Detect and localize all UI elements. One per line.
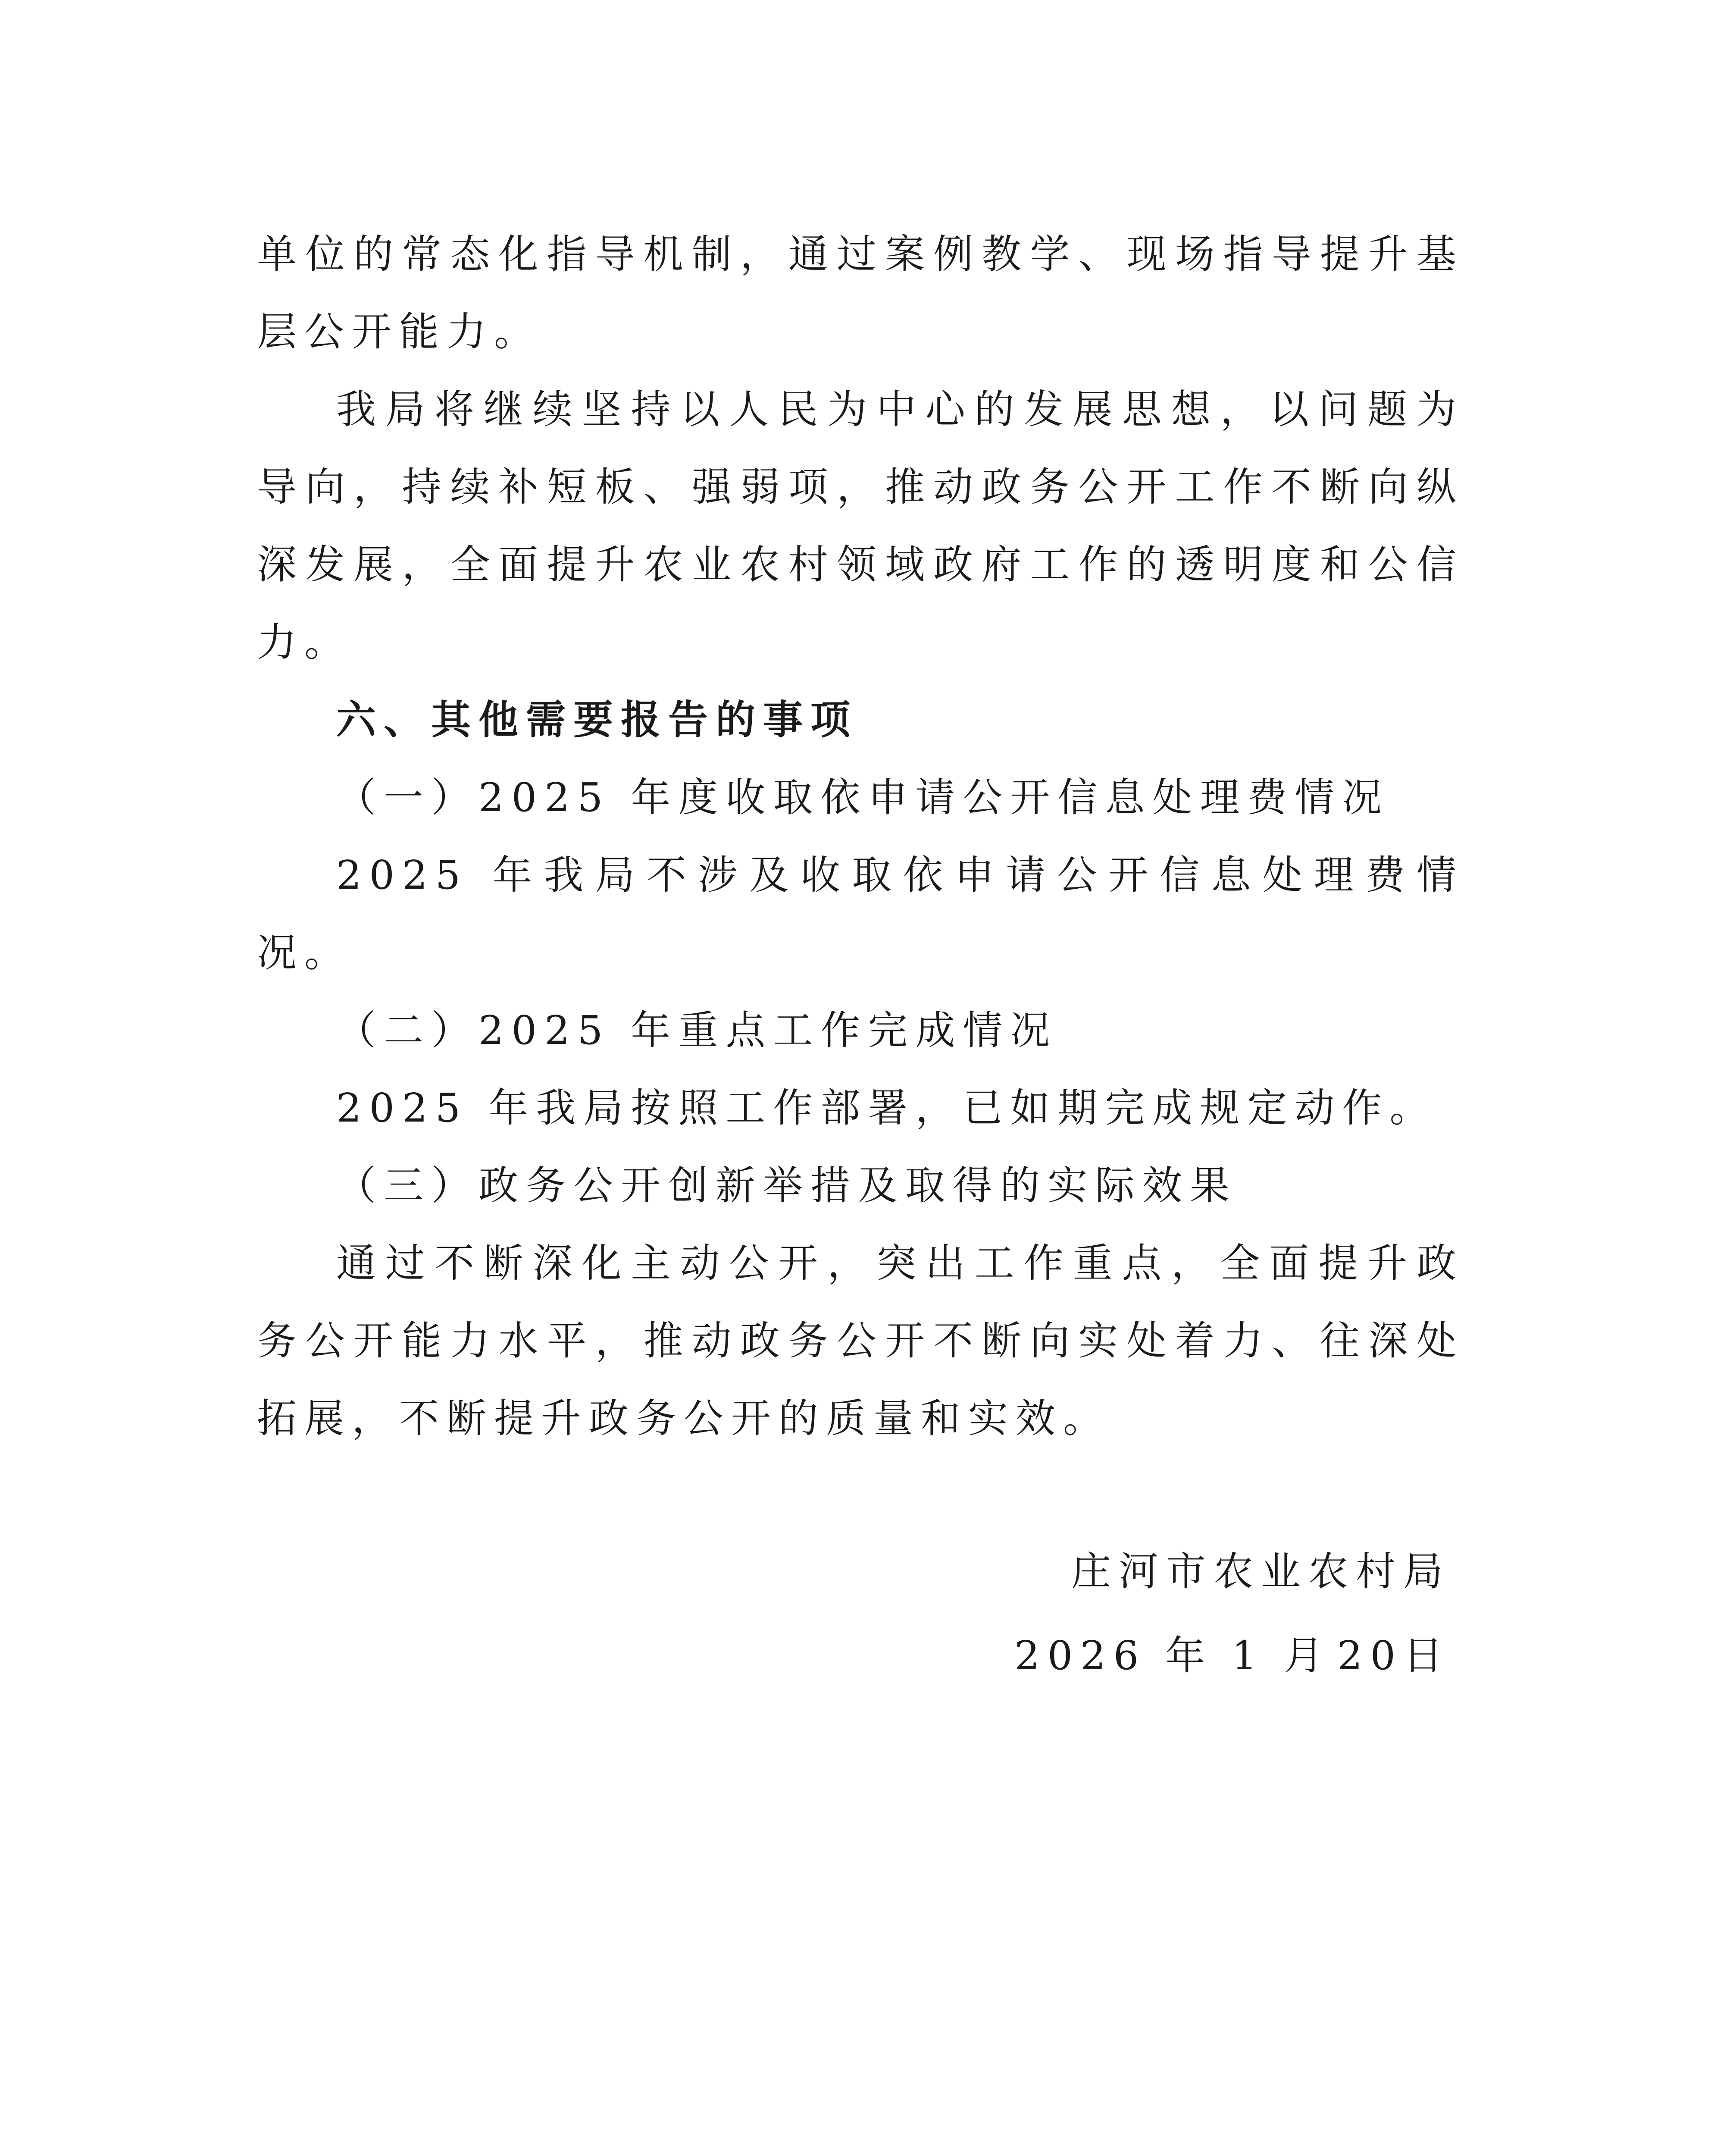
- date-month-char: 月: [1283, 1633, 1331, 1679]
- paragraph-continuation: 单位的常态化指导机制，通过案例教学、现场指导提升基层公开能力。: [257, 231, 1464, 355]
- subheading-innovation: （三）政务公开创新举措及取得的实际效果: [336, 1163, 1238, 1209]
- paragraph-fees: 2025 年我局不涉及收取依申请公开信息处理费情况。: [257, 852, 1464, 976]
- date-month: 1: [1232, 1633, 1265, 1679]
- signature-organization: 庄河市农业农村局: [1071, 1548, 1451, 1595]
- date-day: 20: [1337, 1633, 1403, 1679]
- date-year-char: 年: [1165, 1633, 1213, 1679]
- subheading-fees: （一）2025 年度收取依申请公开信息处理费情况: [336, 774, 1390, 821]
- date-day-char: 日: [1403, 1633, 1451, 1679]
- paragraph-innovation: 通过不断深化主动公开，突出工作重点，全面提升政务公开能力水平，推动政务公开不断向实处着力、往深处拓展，不断提升政务公开的质量和实效。: [257, 1240, 1464, 1442]
- paragraph-key-work: 2025 年我局按照工作部署，已如期完成规定动作。: [336, 1085, 1437, 1131]
- section-heading-other-matters: 六、其他需要报告的事项: [336, 697, 858, 743]
- signature-date: [1014, 1617, 1451, 1695]
- subheading-key-work: （二）2025 年重点工作完成情况: [336, 1007, 1058, 1053]
- date-year: 2026: [1014, 1633, 1147, 1679]
- document-body: [257, 216, 1464, 1457]
- paragraph-commitment: 我局将继续坚持以人民为中心的发展思想，以问题为导向，持续补短板、强弱项，推动政务公开工作不断向纵深发展，全面提升农业农村领域政府工作的透明度和公信力。: [257, 386, 1464, 665]
